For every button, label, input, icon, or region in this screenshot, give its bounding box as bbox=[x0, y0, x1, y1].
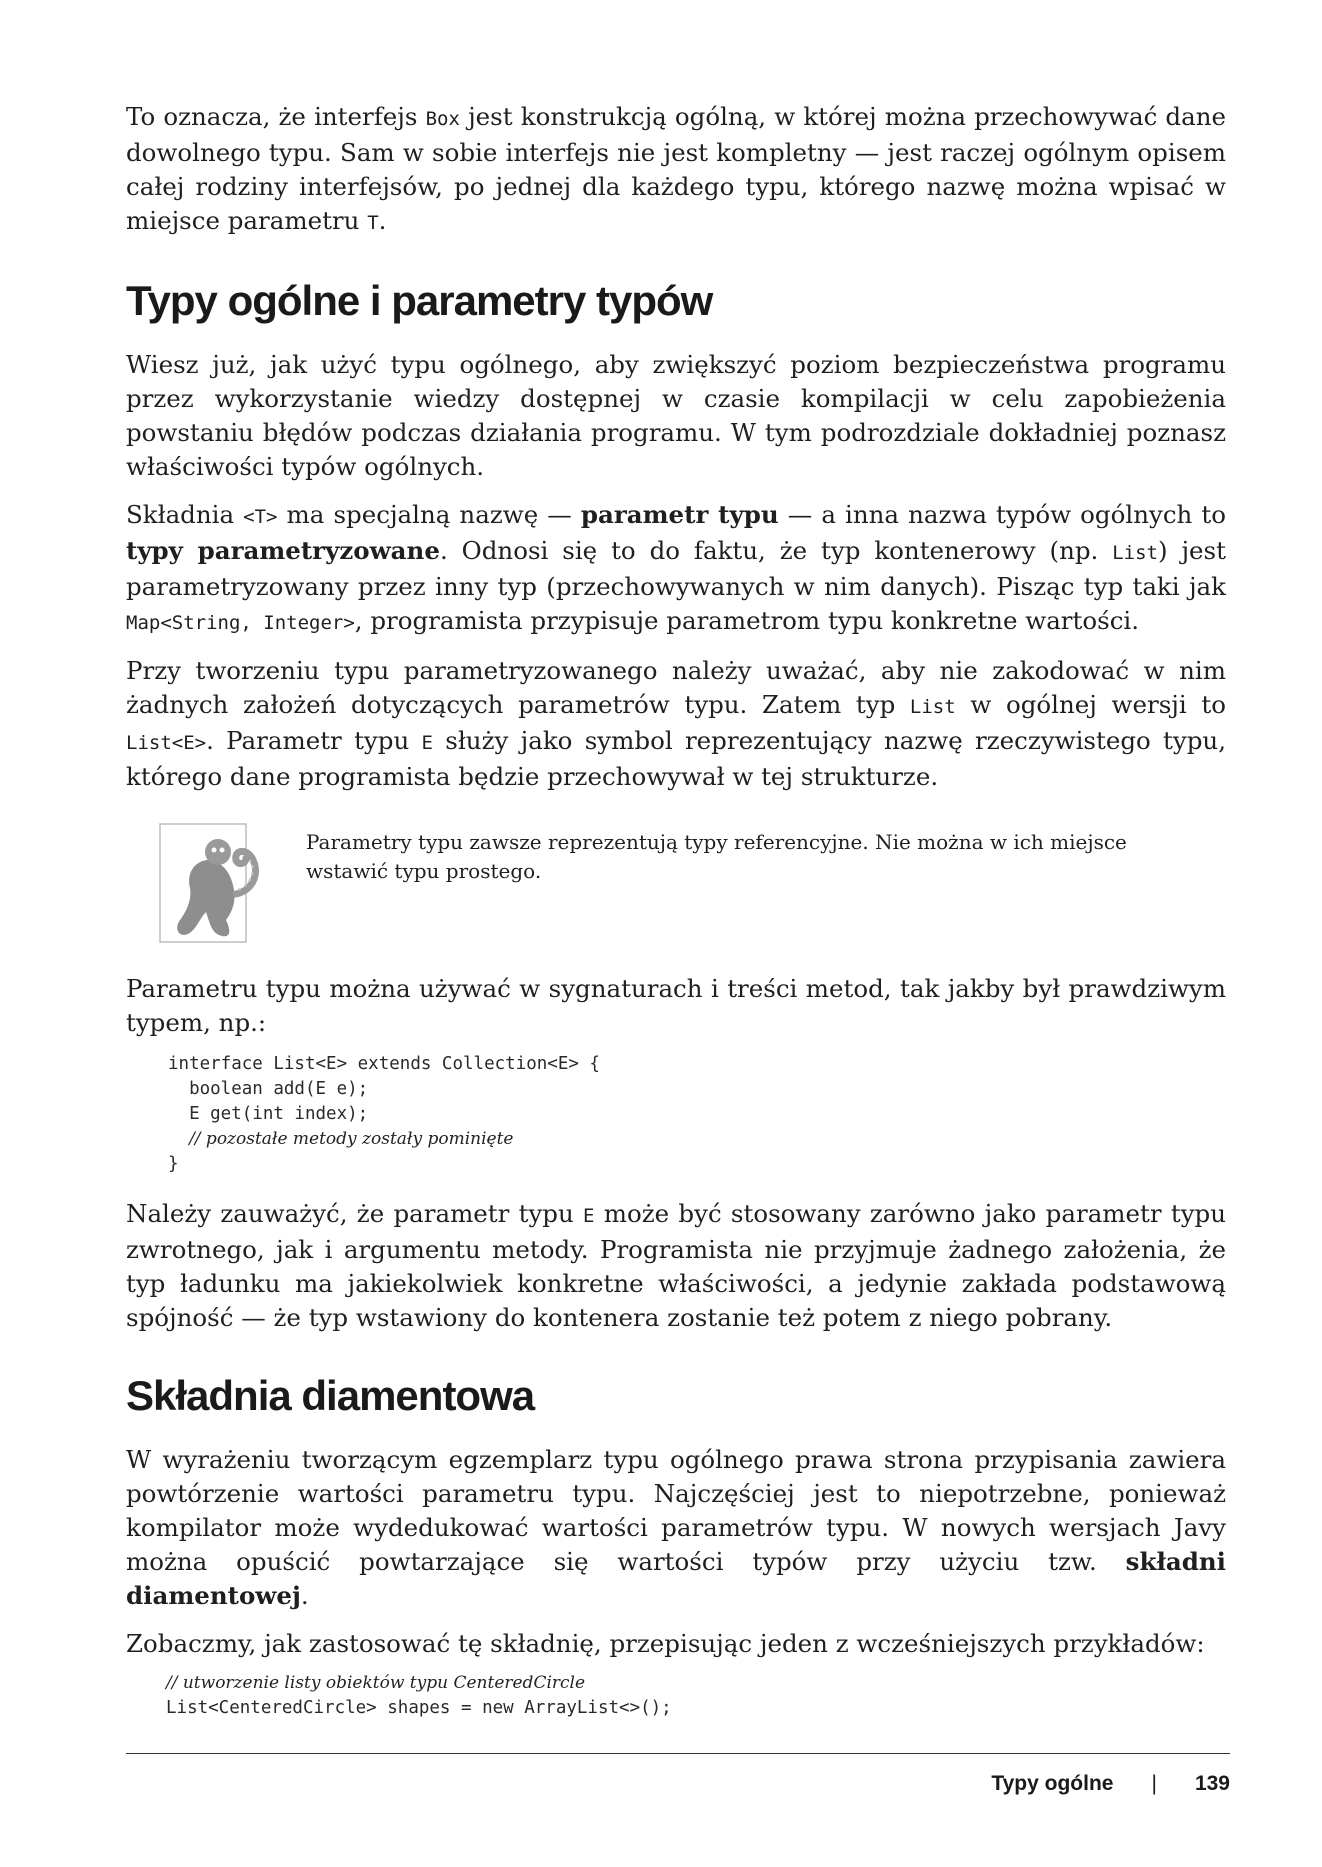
bold-term: typy parametryzowane bbox=[126, 536, 440, 565]
paragraph-parametrized-type: Przy tworzeniu typu parametryzowanego należy uważać, aby nie zakodować w nim żadnych założeń dotyczących parametrów typu. Zatem typ List w ogólnej wersji to List<E>. Parametr typu E służy jako symbol reprezentujący nazwę rzeczywistego typu, którego dane programista będzie przechowywał w tej strukturze. bbox=[126, 656, 1226, 791]
inline-code: Box bbox=[425, 108, 460, 130]
note-text: Parametry typu zawsze reprezentują typy referencyjne. Nie można w ich miejsce wstawić typu prostego. bbox=[306, 830, 1127, 883]
paragraph-return-type: Należy zauważyć, że parametr typu E może być stosowany zarówno jako parametr typu zwrotnego, jak i argumentu metody. Programista nie przyjmuje żadnego założenia, że typ ładunku ma jakiekolwiek konkretne właściwości, a jedynie zakłada podstawową spójność — że typ wstawiony do kontenera zostanie też potem z niego pobrany. bbox=[126, 1199, 1226, 1332]
bold-term: składni diamentowej bbox=[126, 1547, 1226, 1610]
paragraph-type-parameter-usage: Parametru typu można używać w sygnaturach i treści metod, tak jakby był prawdziwym typem, np.: bbox=[126, 974, 1226, 1037]
lemur-icon bbox=[156, 820, 266, 950]
inline-code: <T> bbox=[243, 506, 278, 528]
section-heading-types: Typy ogólne i parametry typów bbox=[126, 277, 713, 324]
paragraph-diamond-example: Zobaczmy, jak zastosować tę składnię, przepisując jeden z wcześniejszych przykładów: bbox=[126, 1629, 1205, 1658]
bold-term: parametr typu bbox=[580, 500, 779, 529]
code-line: E get(int index); bbox=[168, 1104, 369, 1124]
inline-code: E bbox=[583, 1205, 595, 1227]
paragraph-types-intro: Wiesz już, jak użyć typu ogólnego, aby zwiększyć poziom bezpieczeństwa programu przez wykorzystanie wiedzy dostępnej w czasie kompilacji w celu zapobieżenia powstaniu błędów podczas działania programu. W tym podrozdziale dokładniej poznasz właściwości typów ogólnych. bbox=[126, 350, 1226, 481]
footer-separator: | bbox=[1151, 1772, 1157, 1795]
footer-row bbox=[991, 1772, 1230, 1796]
page-footer bbox=[126, 1753, 1230, 1795]
inline-code: List<E> bbox=[126, 732, 207, 754]
page-content bbox=[126, 100, 1226, 1721]
code-line: boolean add(E e); bbox=[168, 1079, 369, 1099]
code-comment: // pozostałe metody zostały pominięte bbox=[189, 1129, 514, 1149]
paragraph-box-intro: To oznacza, że interfejs Box jest konstrukcją ogólną, w której można przechowywać dane dowolnego typu. Sam w sobie interfejs nie jest kompletny — jest raczej ogólnym opisem całej rodziny interfejsów, po jednej dla każdego typu, którego nazwę można wpisać w miejsce parametru T. bbox=[126, 102, 1226, 235]
code-line: interface List<E> extends Collection<E> { bbox=[168, 1054, 600, 1074]
code-line: } bbox=[168, 1154, 179, 1174]
inline-code: T bbox=[367, 212, 379, 234]
code-block-diamond bbox=[126, 1671, 1226, 1721]
section-heading-diamond: Składnia diamentowa bbox=[126, 1372, 535, 1419]
paragraph-diamond-intro: W wyrażeniu tworzącym egzemplarz typu ogólnego prawa strona przypisania zawiera powtórzenie wartości parametru typu. Najczęściej jest to niepotrzebne, ponieważ kompilator może wydedukować wartości parametrów typu. W nowych wersjach Javy można opuścić powtarzające się wartości typów przy użyciu tzw. składni diamentowej. bbox=[126, 1445, 1226, 1610]
inline-code: Map<String, Integer> bbox=[126, 612, 355, 634]
inline-code: List bbox=[1112, 542, 1158, 564]
note-box bbox=[126, 820, 1226, 950]
code-block-list-interface bbox=[126, 1052, 1226, 1177]
code-line: List<CenteredCircle> shapes = new ArrayList<>(); bbox=[166, 1698, 672, 1718]
page-number: 139 bbox=[1194, 1772, 1230, 1795]
inline-code: List bbox=[909, 696, 956, 718]
code-comment: // utworzenie listy obiektów typu CenteredCircle bbox=[166, 1673, 586, 1693]
paragraph-type-parameter: Składnia <T> ma specjalną nazwę — parametr typu — a inna nazwa typów ogólnych to typy parametryzowane. Odnosi się to do faktu, że typ kontenerowy (np. List) jest parametryzowany przez inny typ (przechowywanych w nim danych). Pisząc typ taki jak Map<String, Integer>, programista przypisuje parametrom typu konkretne wartości. bbox=[126, 500, 1226, 635]
inline-code: E bbox=[421, 732, 433, 754]
footer-chapter-title: Typy ogólne bbox=[991, 1772, 1114, 1795]
